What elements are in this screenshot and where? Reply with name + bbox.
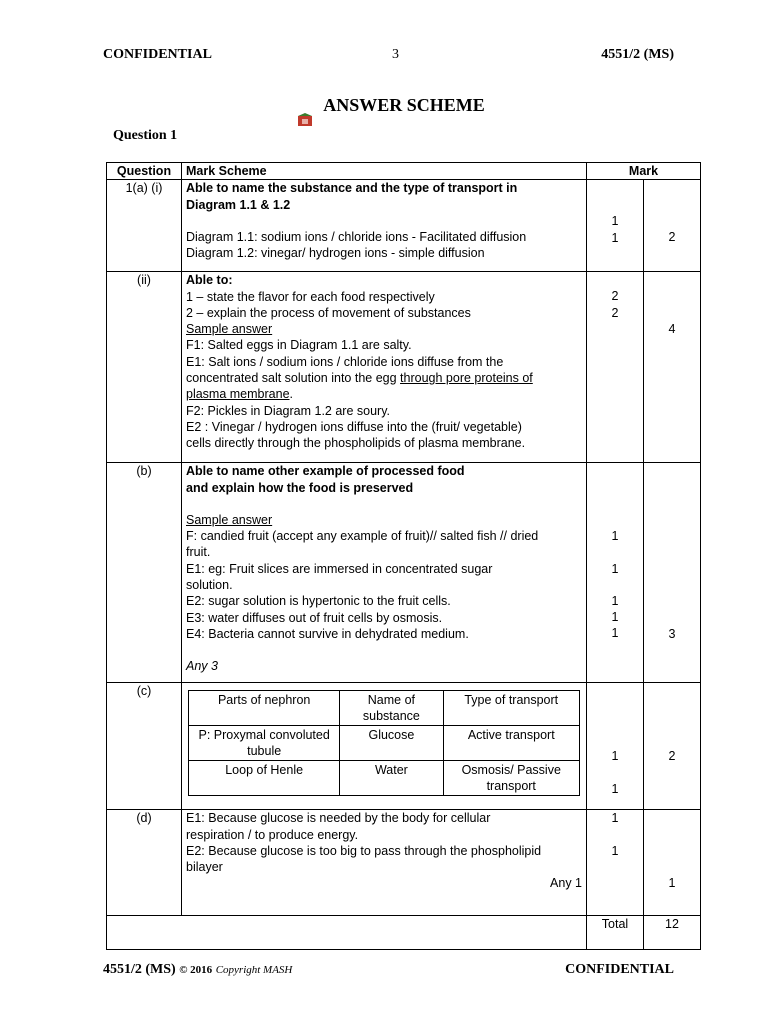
total-mark-value: 3 bbox=[668, 627, 676, 642]
scheme-line: Diagram 1.2: vinegar/ hydrogen ions - simple diffusion bbox=[186, 246, 485, 261]
mark-cell bbox=[587, 272, 644, 463]
total-mark-value: 4 bbox=[668, 322, 676, 337]
question-label: 1(a) (i) bbox=[107, 180, 182, 272]
scheme-line: Diagram 1.1: sodium ions / chloride ions - Facilitated diffusion bbox=[186, 229, 527, 244]
total-label: Total bbox=[587, 916, 644, 950]
mark-value: 1 bbox=[611, 781, 619, 796]
total-spacer bbox=[107, 916, 587, 950]
question-label: (ii) bbox=[107, 272, 182, 463]
footer-confidential: CONFIDENTIAL bbox=[565, 962, 674, 977]
nephron-cell: Water bbox=[340, 761, 443, 796]
question-label: (d) bbox=[107, 810, 182, 916]
table-row-1d bbox=[107, 810, 701, 916]
footer-copyright: Copyright MASH bbox=[215, 964, 293, 976]
mark-cell bbox=[587, 810, 644, 916]
mark-scheme-cell bbox=[182, 810, 587, 916]
table-row-1b bbox=[107, 463, 701, 683]
scheme-line: E1: Because glucose is needed by the body for cellular bbox=[186, 811, 491, 826]
nephron-cell: P: Proxymal convoluted tubule bbox=[189, 726, 340, 761]
col-header-mark-scheme: Mark Scheme bbox=[182, 163, 587, 180]
mark-scheme-cell bbox=[182, 272, 587, 463]
scheme-line bbox=[186, 386, 582, 402]
nephron-cell: Active transport bbox=[443, 726, 580, 761]
nephron-cell: Osmosis/ Passive transport bbox=[443, 761, 580, 796]
mark-value: 1 bbox=[611, 529, 619, 544]
mark-value: 1 bbox=[611, 593, 619, 608]
nephron-col-header: Type of transport bbox=[443, 691, 580, 726]
mark-value: 1 bbox=[611, 626, 619, 641]
table-row-1c bbox=[107, 683, 701, 810]
scheme-line: E1: Salt ions / sodium ions / chloride ions diffuse from the bbox=[186, 354, 504, 369]
scheme-line: E2: Because glucose is too big to pass through the phospholipid bbox=[186, 843, 542, 858]
table-row-1a-i bbox=[107, 180, 701, 272]
footer-paper-code bbox=[103, 962, 292, 978]
col-header-question: Question bbox=[107, 163, 182, 180]
scheme-line: E4: Bacteria cannot survive in dehydrated medium. bbox=[186, 626, 469, 641]
nephron-table-row bbox=[189, 761, 580, 796]
total-mark-cell bbox=[644, 180, 701, 272]
mark-value: 1 bbox=[611, 610, 619, 625]
total-mark-cell bbox=[644, 810, 701, 916]
school-logo-icon bbox=[297, 113, 313, 127]
nephron-table-row bbox=[189, 726, 580, 761]
scheme-underlined-text: plasma membrane bbox=[186, 387, 290, 402]
any-note: Any 1 bbox=[550, 876, 582, 891]
total-mark-value: 2 bbox=[668, 749, 676, 764]
scheme-heading: Able to: bbox=[186, 273, 233, 288]
scheme-line: fruit. bbox=[186, 545, 211, 560]
scheme-underlined-text: through pore proteins of bbox=[400, 371, 533, 386]
nephron-cell: Loop of Henle bbox=[189, 761, 340, 796]
mark-value: 2 bbox=[611, 305, 619, 320]
total-mark-cell bbox=[644, 272, 701, 463]
scheme-line: bilayer bbox=[186, 860, 223, 875]
scheme-line: F: candied fruit (accept any example of fruit)// salted fish // dried bbox=[186, 529, 539, 544]
scheme-line: cells directly through the phospholipids of plasma membrane. bbox=[186, 436, 526, 451]
scheme-line: E2: sugar solution is hypertonic to the fruit cells. bbox=[186, 594, 451, 609]
grand-total-value: 12 bbox=[644, 916, 701, 950]
scheme-line: 2 – explain the process of movement of substances bbox=[186, 305, 471, 320]
total-mark-cell bbox=[644, 463, 701, 683]
scheme-line: F2: Pickles in Diagram 1.2 are soury. bbox=[186, 403, 391, 418]
nephron-cell: Glucose bbox=[340, 726, 443, 761]
scheme-line: respiration / to produce energy. bbox=[186, 827, 359, 842]
mark-value: 2 bbox=[611, 289, 619, 304]
mark-value: 1 bbox=[611, 214, 619, 229]
sample-answer-label: Sample answer bbox=[186, 322, 273, 337]
mark-scheme-cell bbox=[182, 683, 587, 810]
mark-scheme-cell bbox=[182, 463, 587, 683]
page-title-text: ANSWER SCHEME bbox=[323, 95, 485, 115]
scheme-line: E3: water diffuses out of fruit cells by osmosis. bbox=[186, 610, 443, 625]
table-row-total bbox=[107, 916, 701, 950]
scheme-line: E2 : Vinegar / hydrogen ions diffuse into the (fruit/ vegetable) bbox=[186, 419, 522, 434]
page-title bbox=[0, 95, 768, 116]
sample-answer-label: Sample answer bbox=[186, 512, 273, 527]
mark-value: 1 bbox=[611, 561, 619, 576]
question-label: (b) bbox=[107, 463, 182, 683]
total-mark-value: 1 bbox=[668, 876, 676, 891]
scheme-line bbox=[186, 370, 582, 386]
table-row-1a-ii bbox=[107, 272, 701, 463]
scheme-text: concentrated salt solution into the egg bbox=[186, 371, 401, 386]
mark-value: 1 bbox=[611, 749, 619, 764]
nephron-col-header: Name of substance bbox=[340, 691, 443, 726]
any-note: Any 3 bbox=[186, 659, 218, 674]
answer-scheme-table bbox=[106, 162, 701, 950]
mark-value: 1 bbox=[611, 230, 619, 245]
mark-cell bbox=[587, 180, 644, 272]
mark-cell bbox=[587, 683, 644, 810]
footer-year: © 2016 bbox=[179, 964, 213, 976]
nephron-col-header: Parts of nephron bbox=[189, 691, 340, 726]
header-paper-code: 4551/2 (MS) bbox=[601, 47, 674, 62]
scheme-line: E1: eg: Fruit slices are immersed in concentrated sugar bbox=[186, 561, 493, 576]
col-header-mark: Mark bbox=[587, 163, 701, 180]
scheme-heading: Able to name other example of processed food bbox=[186, 464, 465, 479]
question-heading: Question 1 bbox=[113, 128, 178, 143]
scheme-heading: Diagram 1.1 & 1.2 bbox=[186, 197, 291, 212]
question-label: (c) bbox=[107, 683, 182, 810]
scheme-heading: Able to name the substance and the type of transport in bbox=[186, 181, 518, 196]
mark-cell bbox=[587, 463, 644, 683]
scheme-line: F1: Salted eggs in Diagram 1.1 are salty. bbox=[186, 338, 412, 353]
nephron-table-header-row bbox=[189, 691, 580, 726]
table-header-row bbox=[107, 163, 701, 180]
mark-value: 1 bbox=[611, 811, 619, 826]
total-mark-value: 2 bbox=[668, 230, 676, 245]
page-number: 3 bbox=[392, 47, 399, 62]
mark-scheme-cell bbox=[182, 180, 587, 272]
mark-value: 1 bbox=[611, 843, 619, 858]
total-mark-cell bbox=[644, 683, 701, 810]
nephron-table bbox=[188, 690, 580, 796]
scheme-line: solution. bbox=[186, 578, 233, 593]
footer-code: 4551/2 (MS) bbox=[103, 962, 176, 977]
scheme-text: . bbox=[289, 387, 293, 402]
scheme-line: 1 – state the flavor for each food respectively bbox=[186, 289, 435, 304]
scheme-heading: and explain how the food is preserved bbox=[186, 480, 414, 495]
header-confidential: CONFIDENTIAL bbox=[103, 47, 212, 62]
